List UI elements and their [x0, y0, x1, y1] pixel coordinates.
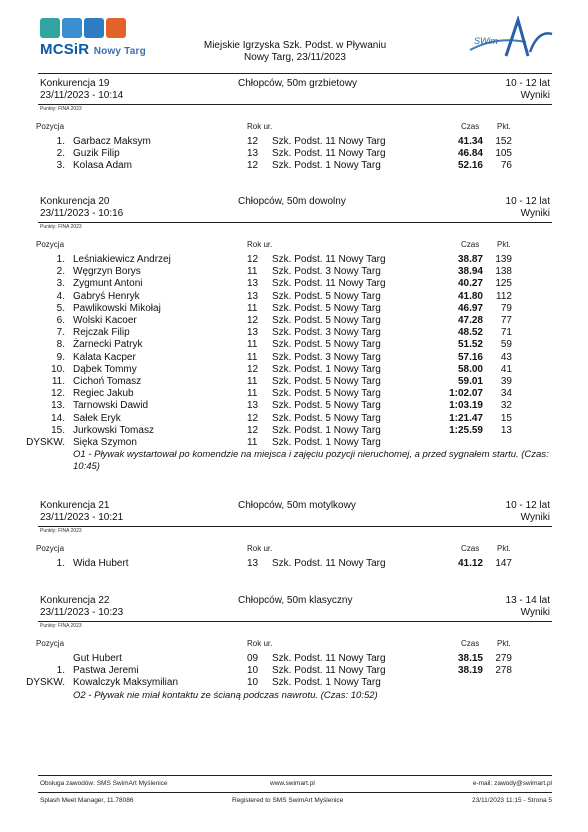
disqualification-note: O2 - Pływak nie miał kontaktu ze ścianą podczas nawrotu. (Czas: 10:52) [73, 689, 378, 701]
result-place: 1. [56, 254, 65, 265]
result-place: 11. [51, 376, 65, 387]
footer-page: 23/11/2023 11:15 - Strona 5 [472, 797, 552, 804]
table-row [0, 677, 588, 689]
swimmer-name: Gabryś Henryk [73, 290, 140, 302]
result-points: 138 [495, 266, 512, 278]
result-time: 46.97 [457, 302, 483, 314]
club-name: Szk. Podst. 3 Nowy Targ [272, 327, 381, 339]
birth-year: 09 [247, 653, 259, 664]
col-time: Czas [461, 544, 480, 553]
birth-year: 11 [247, 388, 258, 400]
table-row [0, 303, 588, 315]
table-row [0, 136, 588, 148]
club-name: Szk. Podst. 3 Nowy Targ [272, 351, 381, 363]
col-year: Rok ur. [247, 240, 273, 249]
table-row [0, 148, 588, 160]
club-name: Szk. Podst. 1 Nowy Targ [272, 424, 381, 436]
table-row [0, 327, 588, 339]
result-time: 40.27 [457, 278, 483, 290]
swimmer-name: Wida Hubert [73, 558, 129, 569]
swimmer-name: Pawlikowski Mikołaj [73, 302, 161, 314]
swimmer-name: Gut Hubert [73, 653, 122, 664]
table-row [0, 413, 588, 425]
club-name: Szk. Podst. 11 Nowy Targ [272, 136, 386, 147]
event-rule [38, 104, 552, 105]
birth-year: 13 [247, 558, 259, 569]
logo-tile-icon [62, 18, 82, 38]
result-place: 13. [51, 400, 65, 412]
result-time: 58.00 [457, 363, 483, 375]
event-title: Chłopców, 50m klasyczny [238, 595, 353, 606]
result-place: 14. [51, 412, 65, 424]
result-points: 13 [500, 424, 512, 436]
event-number: Konkurencja 21 [40, 500, 110, 511]
footer-registered: Registered to SMS SwimArt Myślenice [232, 797, 344, 804]
swimmer-name: Sałek Eryk [73, 412, 121, 424]
swimmer-name: Kalata Kacper [73, 351, 136, 363]
result-place: 2. [56, 266, 65, 278]
swimmer-name: Węgrzyn Borys [73, 266, 141, 278]
table-row [0, 558, 588, 570]
result-place: 1. [56, 665, 65, 677]
birth-year: 12 [247, 136, 259, 147]
event-age: 13 - 14 lat [505, 595, 550, 606]
col-position: Pozycja [36, 240, 65, 249]
birth-year: 11 [247, 339, 258, 351]
event-rule [38, 621, 552, 622]
club-name: Szk. Podst. 3 Nowy Targ [272, 266, 381, 278]
table-row [0, 352, 588, 364]
table-row [0, 437, 588, 449]
result-points: 152 [495, 136, 512, 147]
result-place: 2. [56, 148, 65, 160]
result-points: 79 [500, 302, 512, 314]
result-place: DYSKW. [26, 677, 65, 689]
club-name: Szk. Podst. 5 Nowy Targ [272, 376, 381, 387]
swimmer-name: Jurkowski Tomasz [73, 424, 154, 436]
event-datetime: 23/11/2023 - 10:14 [40, 90, 124, 101]
col-points: Pkt. [497, 240, 511, 249]
birth-year: 13 [247, 278, 259, 290]
meet-header [170, 40, 420, 64]
points-note: Punkty: FINA 2023 [40, 623, 82, 629]
event-age: 10 - 12 lat [505, 78, 550, 89]
event-number: Konkurencja 20 [40, 196, 110, 207]
birth-year: 13 [247, 400, 259, 412]
birth-year: 11 [247, 376, 258, 387]
birth-year: 12 [247, 363, 259, 375]
event-status: Wyniki [520, 607, 550, 618]
result-place: 3. [56, 278, 65, 290]
result-points: 15 [500, 412, 512, 424]
result-time: 51.52 [457, 339, 483, 351]
result-time: 38.94 [457, 266, 483, 278]
swimmer-name: Leśniakiewicz Andrzej [73, 254, 171, 265]
swimmer-name: Garbacz Maksym [73, 136, 151, 147]
swimmer-name: Rejczak Filip [73, 327, 130, 339]
mcsir-logo [40, 18, 150, 66]
event-title: Chłopców, 50m grzbietowy [238, 78, 357, 89]
birth-year: 10 [247, 665, 259, 677]
result-place: 5. [56, 302, 65, 314]
club-name: Szk. Podst. 11 Nowy Targ [272, 278, 386, 290]
birth-year: 12 [247, 315, 259, 326]
col-year: Rok ur. [247, 639, 273, 648]
table-row [0, 339, 588, 351]
club-name: Szk. Podst. 5 Nowy Targ [272, 290, 381, 302]
club-name: Szk. Podst. 5 Nowy Targ [272, 412, 381, 424]
table-row [0, 160, 588, 172]
swimmer-name: Żarnecki Patryk [73, 339, 143, 351]
result-place: DYSKW. [26, 437, 65, 448]
col-position: Pozycja [36, 122, 65, 131]
event-status: Wyniki [520, 208, 550, 219]
result-points: 71 [500, 327, 512, 339]
event-title: Chłopców, 50m motylkowy [238, 500, 356, 511]
event-status: Wyniki [520, 512, 550, 523]
swimmer-name: Kolasa Adam [73, 160, 132, 172]
result-time: 48.52 [457, 327, 483, 339]
result-time: 52.16 [457, 160, 483, 172]
table-row [0, 266, 588, 278]
club-name: Szk. Podst. 5 Nowy Targ [272, 302, 381, 314]
swimmer-name: Cichoń Tomasz [73, 376, 142, 387]
club-name: Szk. Podst. 1 Nowy Targ [272, 160, 381, 172]
club-name: Szk. Podst. 11 Nowy Targ [272, 665, 386, 677]
table-row [0, 291, 588, 303]
result-points: 39 [500, 376, 512, 387]
col-time: Czas [461, 122, 480, 131]
club-name: Szk. Podst. 5 Nowy Targ [272, 339, 381, 351]
result-points: 139 [495, 254, 512, 265]
result-time: 38.15 [457, 653, 483, 664]
club-name: Szk. Podst. 11 Nowy Targ [272, 254, 386, 265]
event-number: Konkurencja 19 [40, 78, 110, 89]
footer-email[interactable]: e-mail: zawody@swimart.pl [472, 780, 552, 787]
club-name: Szk. Podst. 5 Nowy Targ [272, 388, 381, 400]
org-city: Nowy Targ [93, 46, 146, 57]
birth-year: 12 [247, 424, 259, 436]
table-row [0, 315, 588, 327]
club-name: Szk. Podst. 11 Nowy Targ [272, 148, 386, 160]
result-place: 3. [56, 160, 65, 172]
table-row [0, 364, 588, 376]
event-datetime: 23/11/2023 - 10:16 [40, 208, 124, 219]
logo-tile-icon [106, 18, 126, 38]
col-time: Czas [461, 240, 480, 249]
swimmer-name: Tarnowski Dawid [73, 400, 149, 412]
result-time: 1:25.59 [449, 424, 483, 436]
footer-website[interactable]: www.swimart.pl [270, 780, 315, 787]
club-name: Szk. Podst. 1 Nowy Targ [272, 363, 381, 375]
logo-tile-icon [84, 18, 104, 38]
result-place: 6. [56, 315, 65, 326]
col-position: Pozycja [36, 639, 65, 648]
footer-rule-2 [38, 792, 552, 793]
event-status: Wyniki [520, 90, 550, 101]
club-name: Szk. Podst. 11 Nowy Targ [272, 558, 386, 569]
meet-place-date: Nowy Targ, 23/11/2023 [244, 52, 346, 63]
club-name: Szk. Podst. 1 Nowy Targ [272, 677, 381, 689]
result-points: 112 [496, 290, 512, 302]
event-age: 10 - 12 lat [505, 500, 550, 511]
club-name: Szk. Podst. 5 Nowy Targ [272, 400, 381, 412]
result-time: 1:02.07 [449, 388, 483, 400]
table-row [0, 254, 588, 266]
result-time: 47.28 [457, 315, 483, 326]
points-note: Punkty: FINA 2023 [40, 106, 82, 112]
birth-year: 13 [247, 290, 259, 302]
event-rule [38, 222, 552, 223]
birth-year: 11 [247, 266, 258, 278]
result-points: 34 [500, 388, 512, 400]
points-note: Punkty: FINA 2023 [40, 528, 82, 534]
table-row [0, 653, 588, 665]
table-row [0, 388, 588, 400]
col-position: Pozycja [36, 544, 65, 553]
result-place: 7. [56, 327, 65, 339]
result-points: 105 [495, 148, 512, 160]
footer-rule [38, 775, 552, 776]
birth-year: 11 [247, 302, 258, 314]
birth-year: 11 [247, 351, 258, 363]
table-row [0, 665, 588, 677]
event-number: Konkurencja 22 [40, 595, 110, 606]
swimmer-name: Sięka Szymon [73, 437, 137, 448]
disqualification-note: O1 - Pływak wystartował po komendzie na miejsca i zajęciu pozycji nieruchomej, a przed sygnałem startu. (Czas: 10:45) [73, 449, 549, 473]
result-points: 125 [495, 278, 512, 290]
logo-tile-icon [40, 18, 60, 38]
col-points: Pkt. [497, 122, 511, 131]
birth-year: 13 [247, 148, 259, 160]
birth-year: 11 [247, 437, 258, 448]
table-row [0, 376, 588, 388]
org-short: MCSiR [40, 41, 90, 58]
result-points: 43 [500, 351, 512, 363]
result-points: 278 [495, 665, 512, 677]
col-points: Pkt. [497, 639, 511, 648]
result-time: 46.84 [457, 148, 483, 160]
header-rule [38, 73, 552, 74]
result-place: 1. [56, 558, 65, 569]
result-time: 1:21.47 [449, 412, 483, 424]
col-time: Czas [461, 639, 480, 648]
club-name: Szk. Podst. 1 Nowy Targ [272, 437, 381, 448]
result-time: 41.80 [457, 290, 483, 302]
swimmer-name: Dąbek Tommy [73, 363, 137, 375]
result-time: 57.16 [457, 351, 483, 363]
footer-software: Splash Meet Manager, 11.78086 [40, 797, 134, 804]
result-time: 59.01 [457, 376, 483, 387]
swimmer-name: Regiec Jakub [73, 388, 134, 400]
result-place: 1. [56, 136, 65, 147]
col-points: Pkt. [497, 544, 511, 553]
event-datetime: 23/11/2023 - 10:23 [40, 607, 124, 618]
result-time: 41.12 [457, 558, 483, 569]
event-datetime: 23/11/2023 - 10:21 [40, 512, 124, 523]
result-place: 4. [56, 290, 65, 302]
birth-year: 13 [247, 327, 259, 339]
event-age: 10 - 12 lat [505, 196, 550, 207]
birth-year: 10 [247, 677, 259, 689]
birth-year: 12 [247, 160, 259, 172]
result-points: 59 [500, 339, 512, 351]
swimmer-name: Guzik Filip [73, 148, 120, 160]
meet-title: Miejskie Igrzyska Szk. Podst. w Pływaniu [203, 40, 387, 51]
result-place: 15. [51, 424, 65, 436]
result-points: 32 [500, 400, 512, 412]
result-points: 279 [495, 653, 512, 664]
points-note: Punkty: FINA 2023 [40, 224, 82, 230]
swimmer-name: Kowalczyk Maksymilian [73, 677, 179, 689]
col-year: Rok ur. [247, 122, 273, 131]
swimmer-name: Pastwa Jeremi [73, 665, 139, 677]
result-points: 41 [500, 363, 512, 375]
result-place: 9. [56, 351, 65, 363]
result-place: 12. [51, 388, 65, 400]
club-name: Szk. Podst. 11 Nowy Targ [272, 653, 386, 664]
result-time: 38.87 [457, 254, 483, 265]
birth-year: 12 [247, 254, 259, 265]
table-row [0, 278, 588, 290]
swimmer-name: Wolski Kacoer [73, 315, 137, 326]
swimart-logo [466, 16, 556, 64]
result-place: 10. [51, 363, 65, 375]
birth-year: 12 [247, 412, 259, 424]
table-row [0, 400, 588, 412]
event-title: Chłopców, 50m dowolny [238, 196, 346, 207]
col-year: Rok ur. [247, 544, 273, 553]
swimart-small: SWim [474, 36, 498, 46]
table-row [0, 425, 588, 437]
result-points: 147 [495, 558, 512, 569]
result-time: 1:03.19 [449, 400, 483, 412]
club-name: Szk. Podst. 5 Nowy Targ [272, 315, 381, 326]
result-time: 41.34 [457, 136, 483, 147]
footer-service: Obsługa zawodów: SMS SwimArt Myślenice [40, 780, 168, 787]
swimmer-name: Zygmunt Antoni [73, 278, 143, 290]
result-place: 8. [56, 339, 65, 351]
result-points: 76 [500, 160, 512, 172]
result-time: 38.19 [457, 665, 483, 677]
event-rule [38, 526, 552, 527]
result-points: 77 [500, 315, 512, 326]
